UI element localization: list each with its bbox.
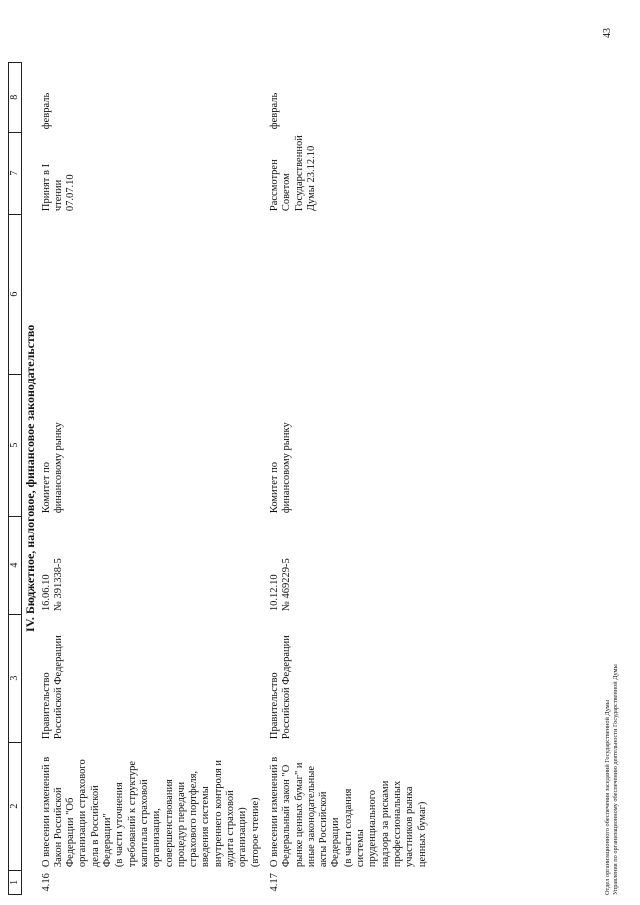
cell-line: Федерации bbox=[330, 817, 342, 868]
cell-line: дела в Российской bbox=[89, 785, 101, 868]
cell-line: Думы 23.12.10 bbox=[305, 145, 317, 212]
section-title: IV. Бюджетное, налоговое, финансовое законодательство bbox=[23, 324, 38, 632]
column-header: 1 bbox=[9, 870, 22, 894]
cell-line: акты Российской bbox=[318, 791, 330, 868]
bill-title bbox=[40, 742, 263, 870]
cell-line: рынке ценных бумаг" и bbox=[293, 762, 305, 868]
cell-line: профессиональных bbox=[391, 780, 403, 868]
cell-line: О внесении изменений в bbox=[40, 756, 52, 868]
cell-line: системы bbox=[355, 829, 367, 868]
cell-line: Федеральный закон "О bbox=[281, 764, 293, 868]
cell-line: организации, bbox=[151, 808, 163, 868]
page-number: 43 bbox=[602, 28, 613, 38]
cell-line: 10.12.10 bbox=[268, 574, 280, 612]
table-row bbox=[40, 62, 263, 894]
cell-line: № 469229-5 bbox=[281, 558, 293, 612]
column-header: 5 bbox=[9, 374, 22, 516]
cell-line: Государственной bbox=[293, 135, 305, 212]
bill-initiator bbox=[40, 614, 263, 742]
cell-line: 16.06.10 bbox=[40, 574, 52, 612]
cell-line: организации страхового bbox=[77, 759, 89, 868]
cell-line: участников рынка bbox=[404, 786, 416, 868]
cell-line: иные законодательные bbox=[305, 766, 317, 868]
cell-line: Правительство bbox=[268, 672, 280, 740]
footer-line: Управления по организационному обеспечению деятельности Государственной Думы bbox=[611, 664, 619, 895]
cell-line: Правительство bbox=[40, 672, 52, 740]
responsible-committee bbox=[263, 374, 430, 516]
column-header: 2 bbox=[9, 742, 22, 870]
cell-line: О внесении изменений в bbox=[268, 756, 280, 868]
cell-line: аудита страховой bbox=[225, 790, 237, 868]
section-heading-row bbox=[22, 62, 40, 894]
cell-line: требований к структуре bbox=[126, 760, 138, 868]
column-header: 8 bbox=[9, 62, 22, 132]
cell-line: Принят в I чтении bbox=[40, 163, 64, 212]
cell-line: Закон Российской bbox=[52, 787, 64, 868]
cell-line: внутреннего контроля и bbox=[212, 760, 224, 868]
bill-date-number bbox=[263, 516, 430, 614]
cell-line: Российской Федерации bbox=[281, 635, 293, 740]
column-header: 3 bbox=[9, 614, 22, 742]
cell-line: Рассмотрен bbox=[268, 159, 280, 212]
cell-line: процедур передачи bbox=[175, 781, 187, 868]
bill-initiator bbox=[263, 614, 430, 742]
bill-date-number bbox=[40, 516, 263, 614]
cell-line: Комитет по bbox=[268, 461, 280, 514]
cell-line: Федерации "Об bbox=[65, 797, 77, 868]
cell-line: Советом bbox=[281, 173, 293, 212]
cell-line: 07.07.10 bbox=[65, 174, 77, 212]
responsible-committee bbox=[40, 374, 263, 516]
planned-month: февраль bbox=[268, 92, 280, 130]
row-number: 4.16 bbox=[40, 873, 52, 892]
bill-status bbox=[40, 132, 263, 214]
column-header: 4 bbox=[9, 516, 22, 614]
cell-line: финансовому рынку bbox=[281, 422, 293, 514]
cell-line: (в части создания bbox=[342, 788, 354, 868]
row-number: 4.17 bbox=[268, 873, 280, 892]
footer-line: Отдел организационного обеспечения заседаний Государственной Думы bbox=[604, 700, 611, 895]
cell-line: (второе чтение) bbox=[249, 797, 261, 868]
cell-line: Комитет по bbox=[40, 461, 52, 514]
bill-title bbox=[263, 742, 430, 870]
planned-month: февраль bbox=[40, 92, 52, 130]
cell-line: (в части уточнения bbox=[114, 782, 126, 868]
cell-line: совершенствования bbox=[163, 779, 175, 868]
cell-line: финансовому рынку bbox=[52, 422, 64, 514]
page-footer bbox=[604, 664, 619, 895]
bill-status bbox=[263, 132, 430, 214]
cell-line: ценных бумаг) bbox=[416, 801, 428, 868]
cell-line: страхового портфеля, bbox=[188, 770, 200, 868]
cell-line: пруденциального bbox=[367, 790, 379, 868]
cell-line: капитала страховой bbox=[138, 779, 150, 868]
column-number-header-row bbox=[9, 62, 22, 894]
cell-line: введения системы bbox=[200, 786, 212, 868]
column-header: 6 bbox=[9, 214, 22, 374]
cell-line: № 391338-5 bbox=[52, 558, 64, 612]
legislation-table bbox=[8, 62, 430, 895]
column-header: 7 bbox=[9, 132, 22, 214]
cell-line: Федерации" bbox=[102, 813, 114, 868]
table-row bbox=[263, 62, 430, 894]
cell-line: надзора за рисками bbox=[379, 780, 391, 868]
cell-line: Российской Федерации bbox=[52, 635, 64, 740]
empty-cell bbox=[40, 214, 263, 374]
cell-line: организации) bbox=[237, 807, 249, 868]
empty-cell bbox=[263, 214, 430, 374]
